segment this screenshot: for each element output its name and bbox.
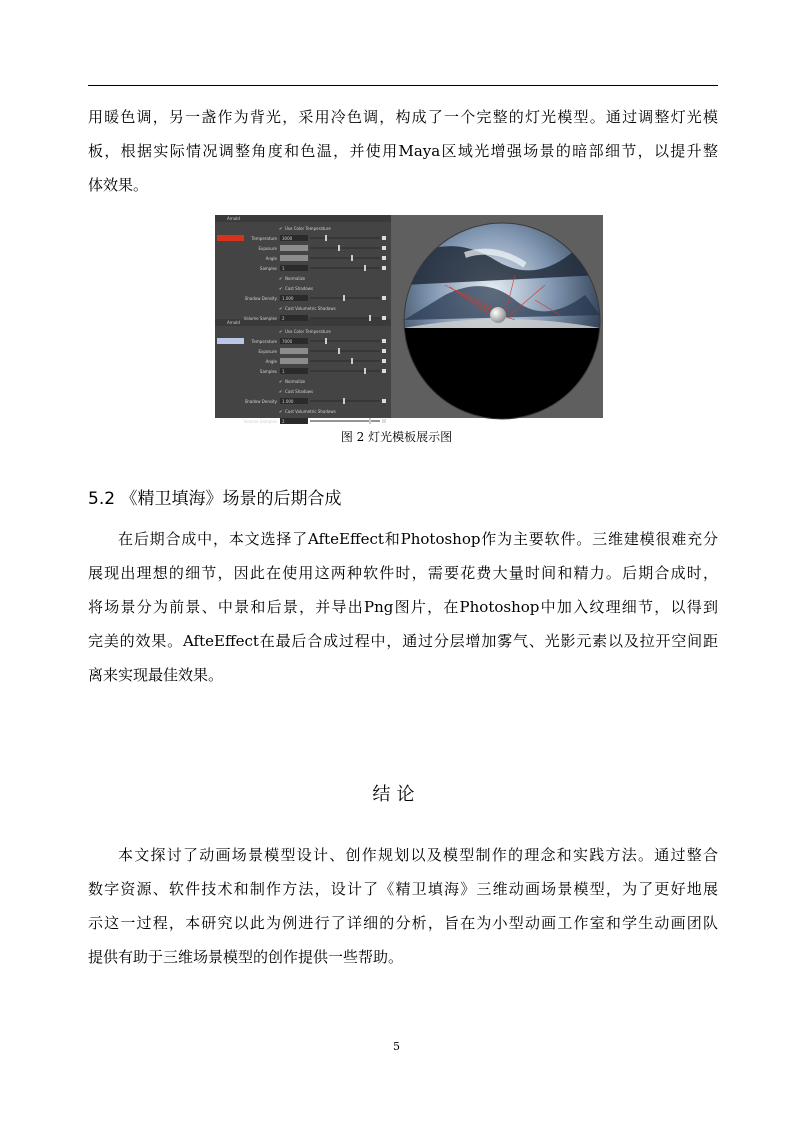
conclusion-paragraph	[88, 838, 718, 974]
panel-section-title: Arnold	[227, 320, 240, 325]
panel-row[interactable]	[279, 306, 336, 311]
panel-checkbox-label: Cast Shadows	[285, 286, 314, 291]
panel-row[interactable]	[279, 226, 331, 231]
text-line: 示这一过程，本研究以此为例进行了详细的分析，旨在为小型动画工作室和学生动画团队	[88, 914, 718, 932]
panel-row-value: 2	[282, 316, 285, 321]
svg-text:✔: ✔	[279, 409, 283, 414]
text-line: 离来实现最佳效果。	[88, 666, 224, 684]
panel-row-value: 1.000	[282, 399, 294, 404]
text-line: 体效果。	[88, 176, 149, 194]
svg-text:✔: ✔	[279, 329, 283, 334]
panel-row-label: Temperature	[251, 236, 277, 241]
panel-checkbox-label: Cast Volumetric Shadows	[285, 306, 336, 311]
panel-row-label: Shadow Density	[244, 296, 277, 301]
panel-row[interactable]	[279, 389, 313, 394]
panel-row-value: 7000	[282, 339, 293, 344]
section-heading: 5.2 《精卫填海》场景的后期合成	[88, 489, 342, 509]
panel-row[interactable]	[279, 286, 313, 291]
panel-row-value: 3000	[282, 236, 293, 241]
header-rule	[88, 85, 718, 86]
panel-row-label: Temperature	[251, 339, 277, 344]
panel-row-label: Volume Samples	[243, 316, 277, 321]
panel-row-label: Exposure	[258, 349, 277, 354]
panel-row-value: 1	[282, 266, 285, 271]
text-line: 完美的效果。AfteEffect在最后合成过程中，通过分层增加雾气、光影元素以及拉开空间距	[88, 632, 718, 650]
svg-text:✔: ✔	[279, 276, 283, 281]
text-line: 本文探讨了动画场景模型设计、创作规划以及模型制作的理念和实践方法。通过整合	[118, 846, 718, 864]
svg-text:✔: ✔	[279, 389, 283, 394]
panel-section-title: Arnold	[227, 216, 240, 221]
panel-checkbox-label: Normalize	[285, 379, 306, 384]
panel-checkbox-label: Use Color Temperature	[285, 329, 331, 334]
panel-checkbox-label: Normalize	[285, 276, 306, 281]
panel-row-label: Shadow Density	[244, 399, 277, 404]
text-line: 在后期合成中，本文选择了AfteEffect和Photoshop作为主要软件。三维建模很难充分	[118, 530, 718, 548]
panel-row-value: 2	[282, 419, 285, 424]
svg-text:✔: ✔	[279, 379, 283, 384]
panel-row-value: 1	[282, 369, 285, 374]
color-swatch-cool	[217, 338, 244, 344]
text-line: 用暖色调，另一盏作为背光，采用冷色调，构成了一个完整的灯光模型。通过调整灯光模	[88, 108, 718, 126]
conclusion-heading: 结论	[372, 784, 421, 805]
text-line: 提供有助于三维场景模型的创作提供一些帮助。	[88, 948, 404, 966]
panel-row-value: 1.000	[282, 296, 294, 301]
svg-text:✔: ✔	[279, 286, 283, 291]
panel-checkbox-label: Cast Shadows	[285, 389, 314, 394]
section-5-2-paragraph	[88, 522, 718, 692]
panel-row-label: Exposure	[258, 246, 277, 251]
figure-caption: 图 2 灯光模板展示图	[340, 430, 453, 444]
panel-checkbox-label: Cast Volumetric Shadows	[285, 409, 336, 414]
panel-row-label: Angle	[265, 256, 277, 261]
panel-row-label: Angle	[265, 359, 277, 364]
panel-row[interactable]	[279, 409, 336, 414]
text-line: 板，根据实际情况调整角度和色温，并使用Maya区域光增强场景的暗部细节，以提升整	[88, 142, 718, 160]
page-number: 5	[393, 1040, 400, 1053]
figure-image	[215, 215, 603, 424]
intro-paragraph	[88, 100, 718, 202]
svg-text:✔: ✔	[279, 226, 283, 231]
lighting-template-figure	[215, 215, 603, 424]
panel-row[interactable]	[279, 329, 331, 334]
svg-text:✔: ✔	[279, 306, 283, 311]
panel-checkbox-label: Use Color Temperature	[285, 226, 331, 231]
text-line: 将场景分为前景、中景和后景，并导出Png图片，在Photoshop中加入纹理细节，以得到	[88, 598, 718, 616]
text-line: 展现出理想的细节，因此在使用这两种软件时，需要花费大量时间和精力。后期合成时，	[88, 564, 718, 582]
color-swatch-warm	[217, 235, 244, 241]
panel-row[interactable]	[244, 418, 386, 424]
text-line: 数字资源、软件技术和制作方法，设计了《精卫填海》三维动画场景模型，为了更好地展	[88, 880, 718, 898]
panel-row-label: Samples	[259, 266, 277, 271]
panel-row-label: Volume Samples	[243, 419, 277, 424]
panel-row-label: Samples	[259, 369, 277, 374]
